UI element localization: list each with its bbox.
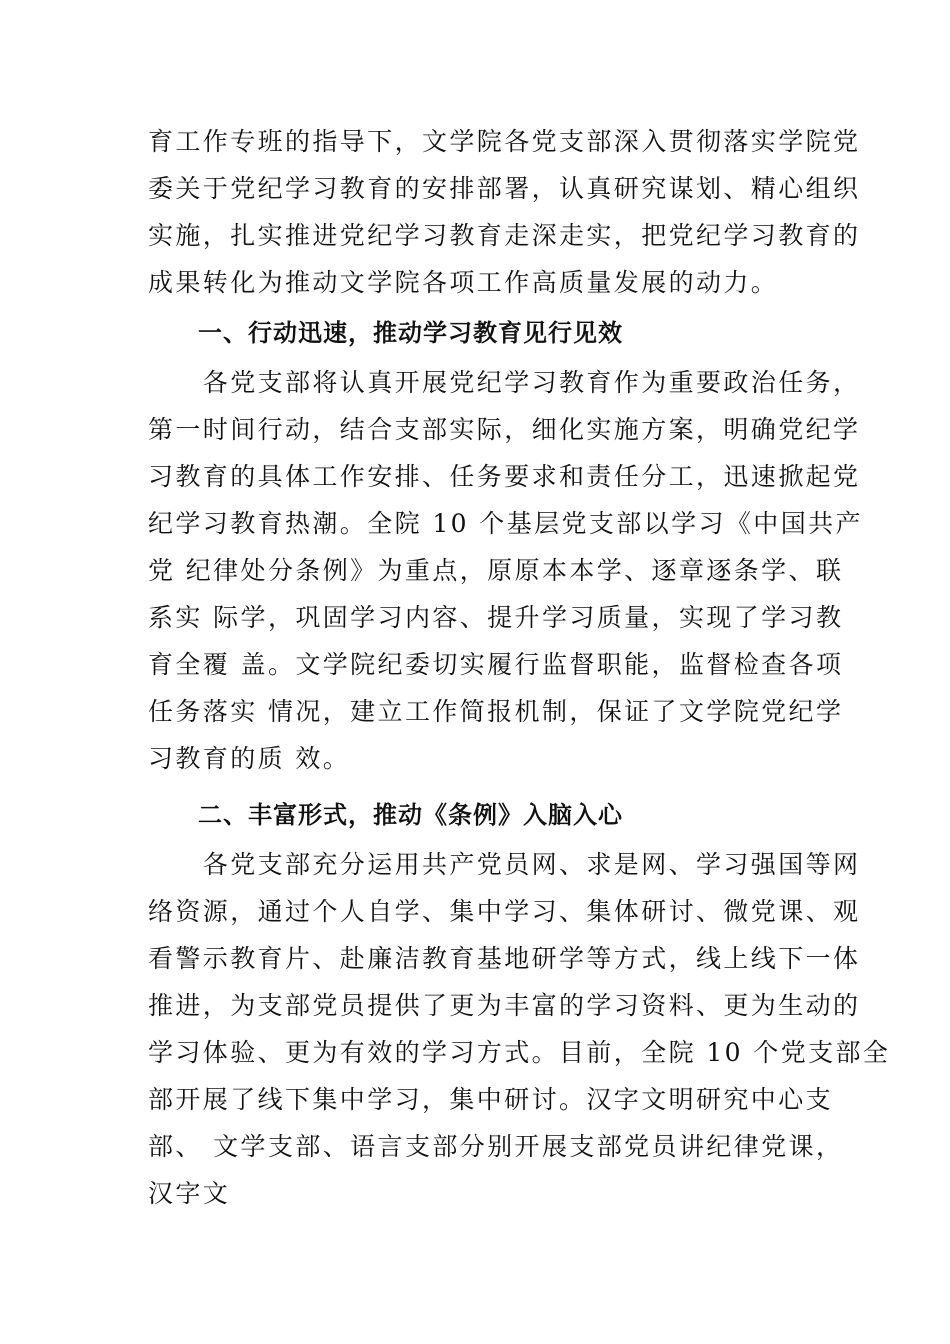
section-2-line: 络资源，通过个人自学、集中学习、集体研讨、微党课、观 (148, 897, 861, 926)
section-1-line: 系实 际学，巩固学习内容、提升学习质量，实现了学习教 (148, 603, 844, 632)
section-2-line: 部、 文学支部、语言支部分别开展支部党员讲纪律党课， (148, 1132, 844, 1161)
section-2-line: 汉字文 (148, 1179, 231, 1208)
section-1-line: 任务落实 情况，建立工作简报机制，保证了文学院党纪学 (148, 697, 844, 726)
intro-line: 成果转化为推动文学院各项工作高质量发展的动力。 (148, 268, 779, 297)
section-2-line: 推进，为支部党员提供了更为丰富的学习资料、更为生动的 (148, 991, 861, 1020)
document-page (148, 118, 891, 1217)
section-2-heading: 二、丰富形式，推动《条例》入脑入心 (198, 801, 623, 829)
section-1-heading: 一、行动迅速，推动学习教育见行见效 (198, 319, 623, 347)
intro-line: 育工作专班的指导下，文学院各党支部深入贯彻落实学院党 (148, 127, 861, 156)
intro-paragraph (148, 118, 861, 306)
section-1-line: 习教育的具体工作安排、任务要求和责任分工，迅速掀起党 (148, 462, 861, 491)
section-1-paragraph (148, 359, 863, 782)
intro-line: 委关于党纪学习教育的安排部署，认真研究谋划、精心组织 (148, 174, 861, 203)
section-1-line: 习教育的质 效。 (148, 744, 351, 773)
section-1-line: 各党支部将认真开展党纪学习教育作为重要政治任务， (148, 368, 861, 397)
section-1-line: 纪学习教育热潮。全院 10 个基层党支部以学习《中国共产 (148, 509, 863, 538)
section-1-line: 育全覆 盖。文学院纪委切实履行监督职能，监督检查各项 (148, 650, 844, 679)
section-2-line: 部开展了线下集中学习，集中研讨。汉字文明研究中心支 (148, 1085, 834, 1114)
intro-line: 实施，扎实推进党纪学习教育走深走实，把党纪学习教育的 (148, 221, 861, 250)
section-2-line: 看警示教育片、赴廉洁教育基地研学等方式，线上线下一体 (148, 944, 861, 973)
section-2-paragraph (148, 841, 891, 1217)
section-2-line: 学习体验、更为有效的学习方式。目前，全院 10 个党支部全 (148, 1038, 891, 1067)
section-1-line: 党 纪律处分条例》为重点，原原本本学、逐章逐条学、联 (148, 556, 844, 585)
section-2-line: 各党支部充分运用共产党员网、求是网、学习强国等网 (148, 850, 861, 879)
section-1-line: 第一时间行动，结合支部实际，细化实施方案，明确党纪学 (148, 415, 861, 444)
